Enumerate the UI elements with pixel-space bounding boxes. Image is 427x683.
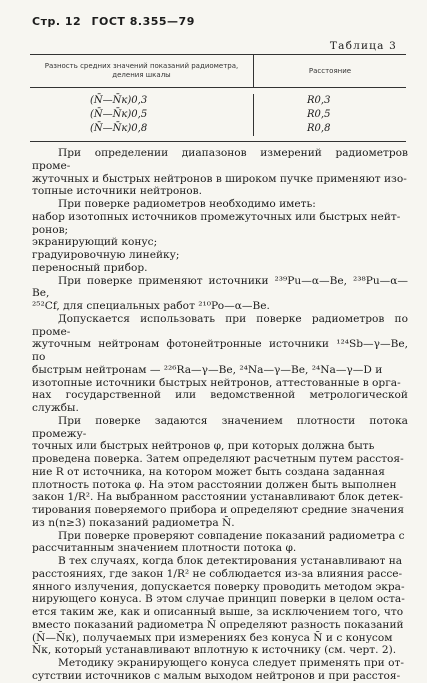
text-line: нах государственной или ведомственной метрологической службы. <box>32 389 408 414</box>
text-line: градуировочную линейку; <box>32 249 180 261</box>
text-line: нирующего конуса. В этом случае принцип поверки в целом оста- <box>32 593 405 606</box>
text-line: ется таким же, как и описанный выше, за исключением того, что <box>32 606 404 618</box>
text-line: быстрым нейтронам — ²²⁶Ra—γ—Be, ²⁴Na—γ—Be, ²⁴Na—γ—D и <box>32 363 383 376</box>
table-label: Таблица 3 <box>329 40 397 52</box>
text-line: жуточным нейтронам фотонейтронные источники ¹²⁴Sb—γ—Be, по <box>32 338 408 363</box>
text-line: топные источники нейтронов. <box>32 185 203 198</box>
text-line: При поверке применяют источники ²³⁹Pu—α—Be, ²³⁸Pu—α—Be, <box>32 274 408 300</box>
text-line: сутствии источников с малым выходом нейтронов и при расстоя- <box>32 669 401 682</box>
text-line: При поверке проверяют совпадение показаний радиометра с <box>58 529 405 542</box>
text-line: ронов; <box>32 223 69 236</box>
column-header-distance: Расстояние <box>308 66 352 75</box>
text-line: В тех случаях, когда блок детектирования устанавливают на <box>58 555 403 567</box>
table-cell-difference: (N̄—N̄к)0,3 <box>90 95 148 106</box>
text-line: При поверке задаются значением плотности потока промежу- <box>32 414 408 440</box>
text-line: расстояниях, где закон 1/R² не соблюдается из-за влияния рассе- <box>32 567 403 580</box>
text-line: янного излучения, допускается поверку проводить методом экра- <box>32 580 405 593</box>
text-line: ²⁵²Cf, для специальных работ ²¹⁰Po—α—Be. <box>32 300 270 312</box>
column-header-difference: Разность средних значений показаний радиометра, деления шкалы <box>30 55 254 87</box>
table-cell-distance: R0,8 <box>307 123 331 134</box>
text-line: экранирующий конус; <box>32 236 158 249</box>
table-body <box>30 88 406 141</box>
text-line: N̄к, который устанавливают вплотную к источнику (см. черт. 2). <box>32 644 397 657</box>
table-cell-distance: R0,3 <box>307 95 331 106</box>
text-line: переносный прибор. <box>32 261 148 274</box>
text-line: ние R от источника, на котором может быть создана заданная <box>32 465 385 478</box>
difference-column <box>30 94 254 136</box>
text-line: (N̄—N̄к), получаемых при измерениях без конуса N̄ и с конусом <box>32 631 393 644</box>
text-line: точных или быстрых нейтронов φ, при которых должна быть <box>32 440 375 453</box>
text-line: При поверке радиометров необходимо иметь: <box>58 198 316 210</box>
text-line: набор изотопных источников промежуточных или быстрых нейт- <box>32 210 401 223</box>
text-line: плотность потока φ. На этом расстоянии должен быть выполнен <box>32 478 397 491</box>
standard-code: ГОСТ 8.355—79 <box>91 15 195 28</box>
text-line: изотопные источники быстрых нейтронов, аттестованные в орга- <box>32 376 401 389</box>
page-number: Стр. 12 <box>32 15 82 28</box>
text-line: вместо показаний радиометра N̄ определяют разность показаний <box>32 618 404 631</box>
text-line: рассчитанным значением плотности потока φ. <box>32 542 297 555</box>
text-line: Методику экранирующего конуса следует применять при от- <box>58 657 404 669</box>
table-cell-difference: (N̄—N̄к)0,8 <box>90 123 148 134</box>
data-table <box>30 54 406 142</box>
text-line: Допускается использовать при поверке радиометров по проме- <box>32 312 408 338</box>
body-text <box>32 147 408 683</box>
text-line: жуточных и быстрых нейтронов в широком пучке применяют изо- <box>32 172 407 185</box>
table-header <box>30 55 406 88</box>
table-cell-distance: R0,5 <box>307 109 331 120</box>
text-line: закон 1/R². На выбранном расстоянии устанавливают блок детек- <box>32 491 403 504</box>
text-line: тирования поверяемого прибора и определяют средние значения <box>32 504 405 516</box>
text-line: При определении диапазонов измерений радиометров проме- <box>32 147 408 172</box>
text-line: из n(n≥3) показаний радиометра N̄. <box>32 516 235 529</box>
text-line: проведена поверка. Затем определяют расчетным путем расстоя- <box>32 453 404 465</box>
distance-column <box>254 94 406 136</box>
table-cell-difference: (N̄—N̄к)0,5 <box>90 109 148 120</box>
page-header <box>32 15 201 28</box>
